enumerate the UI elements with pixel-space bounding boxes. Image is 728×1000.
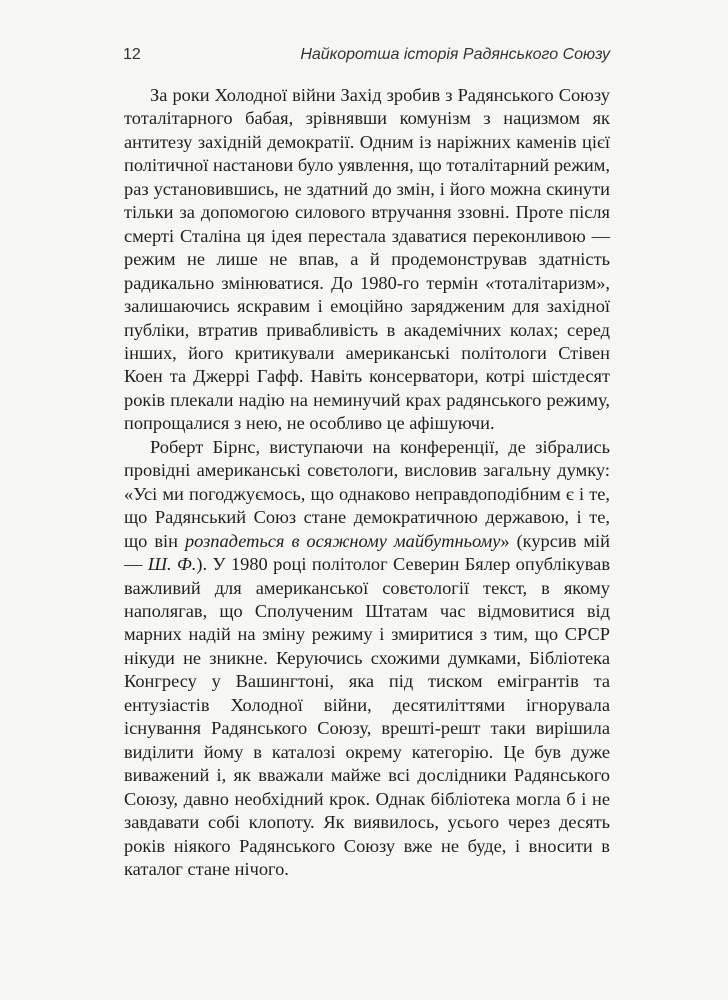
paragraph-2 (124, 436, 610, 882)
paragraph-1-text: За роки Холодної війни Захід зробив з Радянського Союзу тоталітарного бабая, зрівнявши комунізм з нацизмом як антитезу західній демократії. Одним із наріжних каменів цієї політичної настанови було уявлення, що тоталітарний режим, раз установившись, не здатний до змін, і його можна скинути тільки за допомогою силового втручання ззовні. Проте після смерті Сталіна ця ідея перестала здаватися переконливою — режим не лише не впав, а й продемонстрував здатність радикально змінюватися. До 1980-го термін «тоталітаризм», залишаючись яскравим і емоційно зарядженим для західної публіки, втратив привабливість в академічних колах; серед інших, його критикували американські політологи Стівен Коен та Джеррі Гафф. Навіть консерватори, котрі шістдесят років плекали надію на неминучий крах радянського режиму, попрощалися з нею, не особливо це афішуючи. (124, 85, 610, 434)
page-header (123, 46, 610, 70)
paragraph-2-text-mid: » (курсив мій — (124, 530, 611, 575)
italic-quote-fragment: розпадеться в осяжному майбутньому (184, 530, 501, 551)
page-number: 12 (123, 46, 141, 63)
body-text (124, 84, 610, 881)
italic-initials: Ш. Ф. (147, 554, 197, 575)
running-title: Найкоротша історія Радянського Союзу (300, 46, 610, 63)
paragraph-2-text-end: ). У 1980 році політолог Северин Бялер опублікував важливий для американської совєтології текст, в якому наполягав, що Сполученим Штатам час відмовитися від марних надій на зміну режиму і змиритися з тим, що СРСР нікуди не зникне. Керуючись схожими думками, Бібліотека Конгресу у Вашингтоні, яка під тиском емігрантів та ентузіастів Холодної війни, десятиліттями ігнорувала існування Радянського Союзу, врешті-решт таки вирішила виділити йому в каталозі окрему категорію. Це був дуже виважений і, як вважали майже всі дослідники Радянського Союзу, давно необхідний крок. Однак бібліотека могла б і не завдавати собі клопоту. Як виявилось, усього через десять років ніякого Радянського Союзу вже не буде, і вносити в каталог стане нічого. (124, 554, 611, 879)
paragraph-2-text-start: Роберт Бірнс, виступаючи на конференції, де зібрались провідні американські совєтологи, висловив загальну думку: «Усі ми погоджуємось, що однаково неправдоподібним є і те, що Радянський Союз стане демократичною державою, і те, що він (124, 436, 610, 551)
paragraph-1 (124, 84, 610, 436)
